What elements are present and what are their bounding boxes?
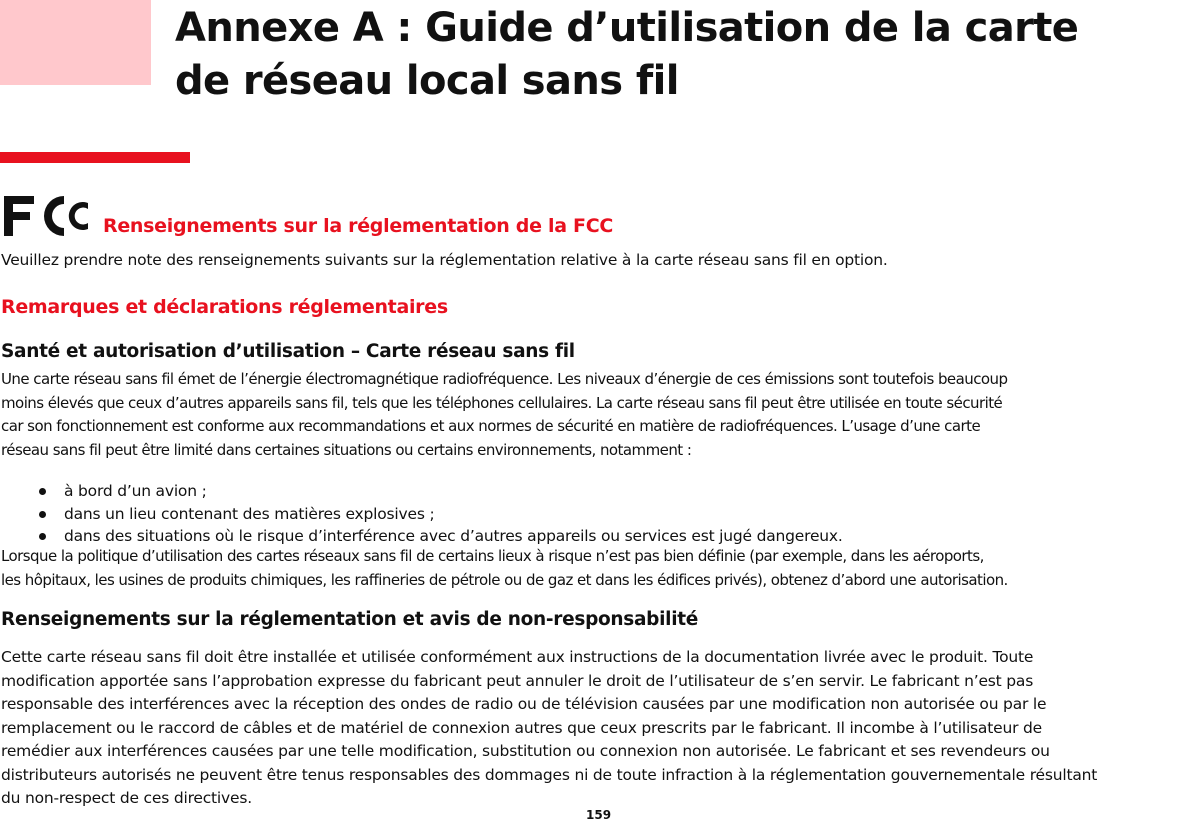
page-title-line-2: de réseau local sans fil (175, 58, 679, 104)
red-divider (0, 152, 190, 163)
health-line-3: car son fonctionnement est conforme aux recommandations et aux normes de sécurité en matière de radiofréquences. L’usage d’une carte (1, 417, 981, 435)
policy-paragraph (1, 545, 1199, 592)
page-title-line-1: Annexe A : Guide d’utilisation de la carte (175, 5, 1079, 51)
page-number: 159 (586, 808, 612, 822)
restriction-list (0, 480, 843, 548)
bullet-icon (39, 488, 46, 495)
bullet-icon (39, 511, 46, 518)
health-line-2: moins élevés que ceux d’autres appareils sans fil, tels que les téléphones cellulaires. La carte réseau sans fil peut être utilisée en toute sécurité (1, 393, 1003, 412)
health-line-1: Une carte réseau sans fil émet de l’énergie électromagnétique radiofréquence. Les niveaux d’énergie de ces émissions sont toutefois beaucoup (1, 370, 1008, 388)
regulation-heading: Renseignements sur la réglementation et avis de non-responsabilité (1, 609, 699, 630)
bullet-icon (39, 533, 46, 540)
regulation-line-7: du non-respect de ces directives. (1, 789, 252, 807)
list-item-text: dans un lieu contenant des matières explosives ; (64, 504, 435, 523)
regulation-line-3: responsable des interférences avec la réception des ondes de radio ou de télévision causées par une modification non autorisée ou par le (1, 695, 1047, 713)
health-line-4: réseau sans fil peut être limité dans certaines situations ou certains environnements, notamment : (1, 440, 692, 459)
regulation-line-5: remédier aux interférences causées par une telle modification, substitution ou connexion non autorisée. Le fabricant et ses revendeurs ou (1, 742, 1050, 760)
health-paragraph (1, 368, 1199, 462)
regulation-line-4: remplacement ou le raccord de câbles et de matériel de connexion autres que ceux prescrits par le fabricant. Il incombe à l’utilisateur de (1, 718, 1042, 737)
section-heading: Remarques et déclarations réglementaires (1, 296, 448, 318)
policy-line-2: les hôpitaux, les usines de produits chimiques, les raffineries de pétrole ou de gaz et dans les édifices privés), obtenez d’abord une autorisation. (1, 570, 1008, 589)
list-item (0, 503, 843, 526)
regulation-line-6: distributeurs autorisés ne peuvent être tenus responsables des dommages ni de toute infraction à la réglementation gouvernementale résultant (1, 765, 1098, 784)
decorative-pink-block (0, 0, 151, 85)
regulation-paragraph (1, 646, 1199, 811)
page-title (175, 2, 1078, 108)
regulation-line-2: modification apportée sans l’approbation expresse du fabricant peut annuler le droit de l’utilisateur de s’en servir. Le fabricant n’est pas (1, 671, 1034, 690)
fcc-heading: Renseignements sur la réglementation de la FCC (103, 215, 614, 237)
list-item-text: dans des situations où le risque d’interférence avec d’autres appareils ou services est jugé dangereux. (64, 527, 843, 545)
fcc-logo-icon (2, 190, 92, 242)
list-item-text: à bord d’un avion ; (64, 482, 207, 500)
list-item (0, 480, 843, 503)
regulation-line-1: Cette carte réseau sans fil doit être installée et utilisée conformément aux instructions de la documentation livrée avec le produit. Toute (1, 648, 1034, 666)
policy-line-1: Lorsque la politique d’utilisation des cartes réseaux sans fil de certains lieux à risque n’est pas bien définie (par exemple, dans les aéroports, (1, 547, 984, 565)
health-heading: Santé et autorisation d’utilisation – Carte réseau sans fil (1, 341, 575, 362)
fcc-intro-text: Veuillez prendre note des renseignements suivants sur la réglementation relative à la carte réseau sans fil en option. (1, 251, 888, 269)
